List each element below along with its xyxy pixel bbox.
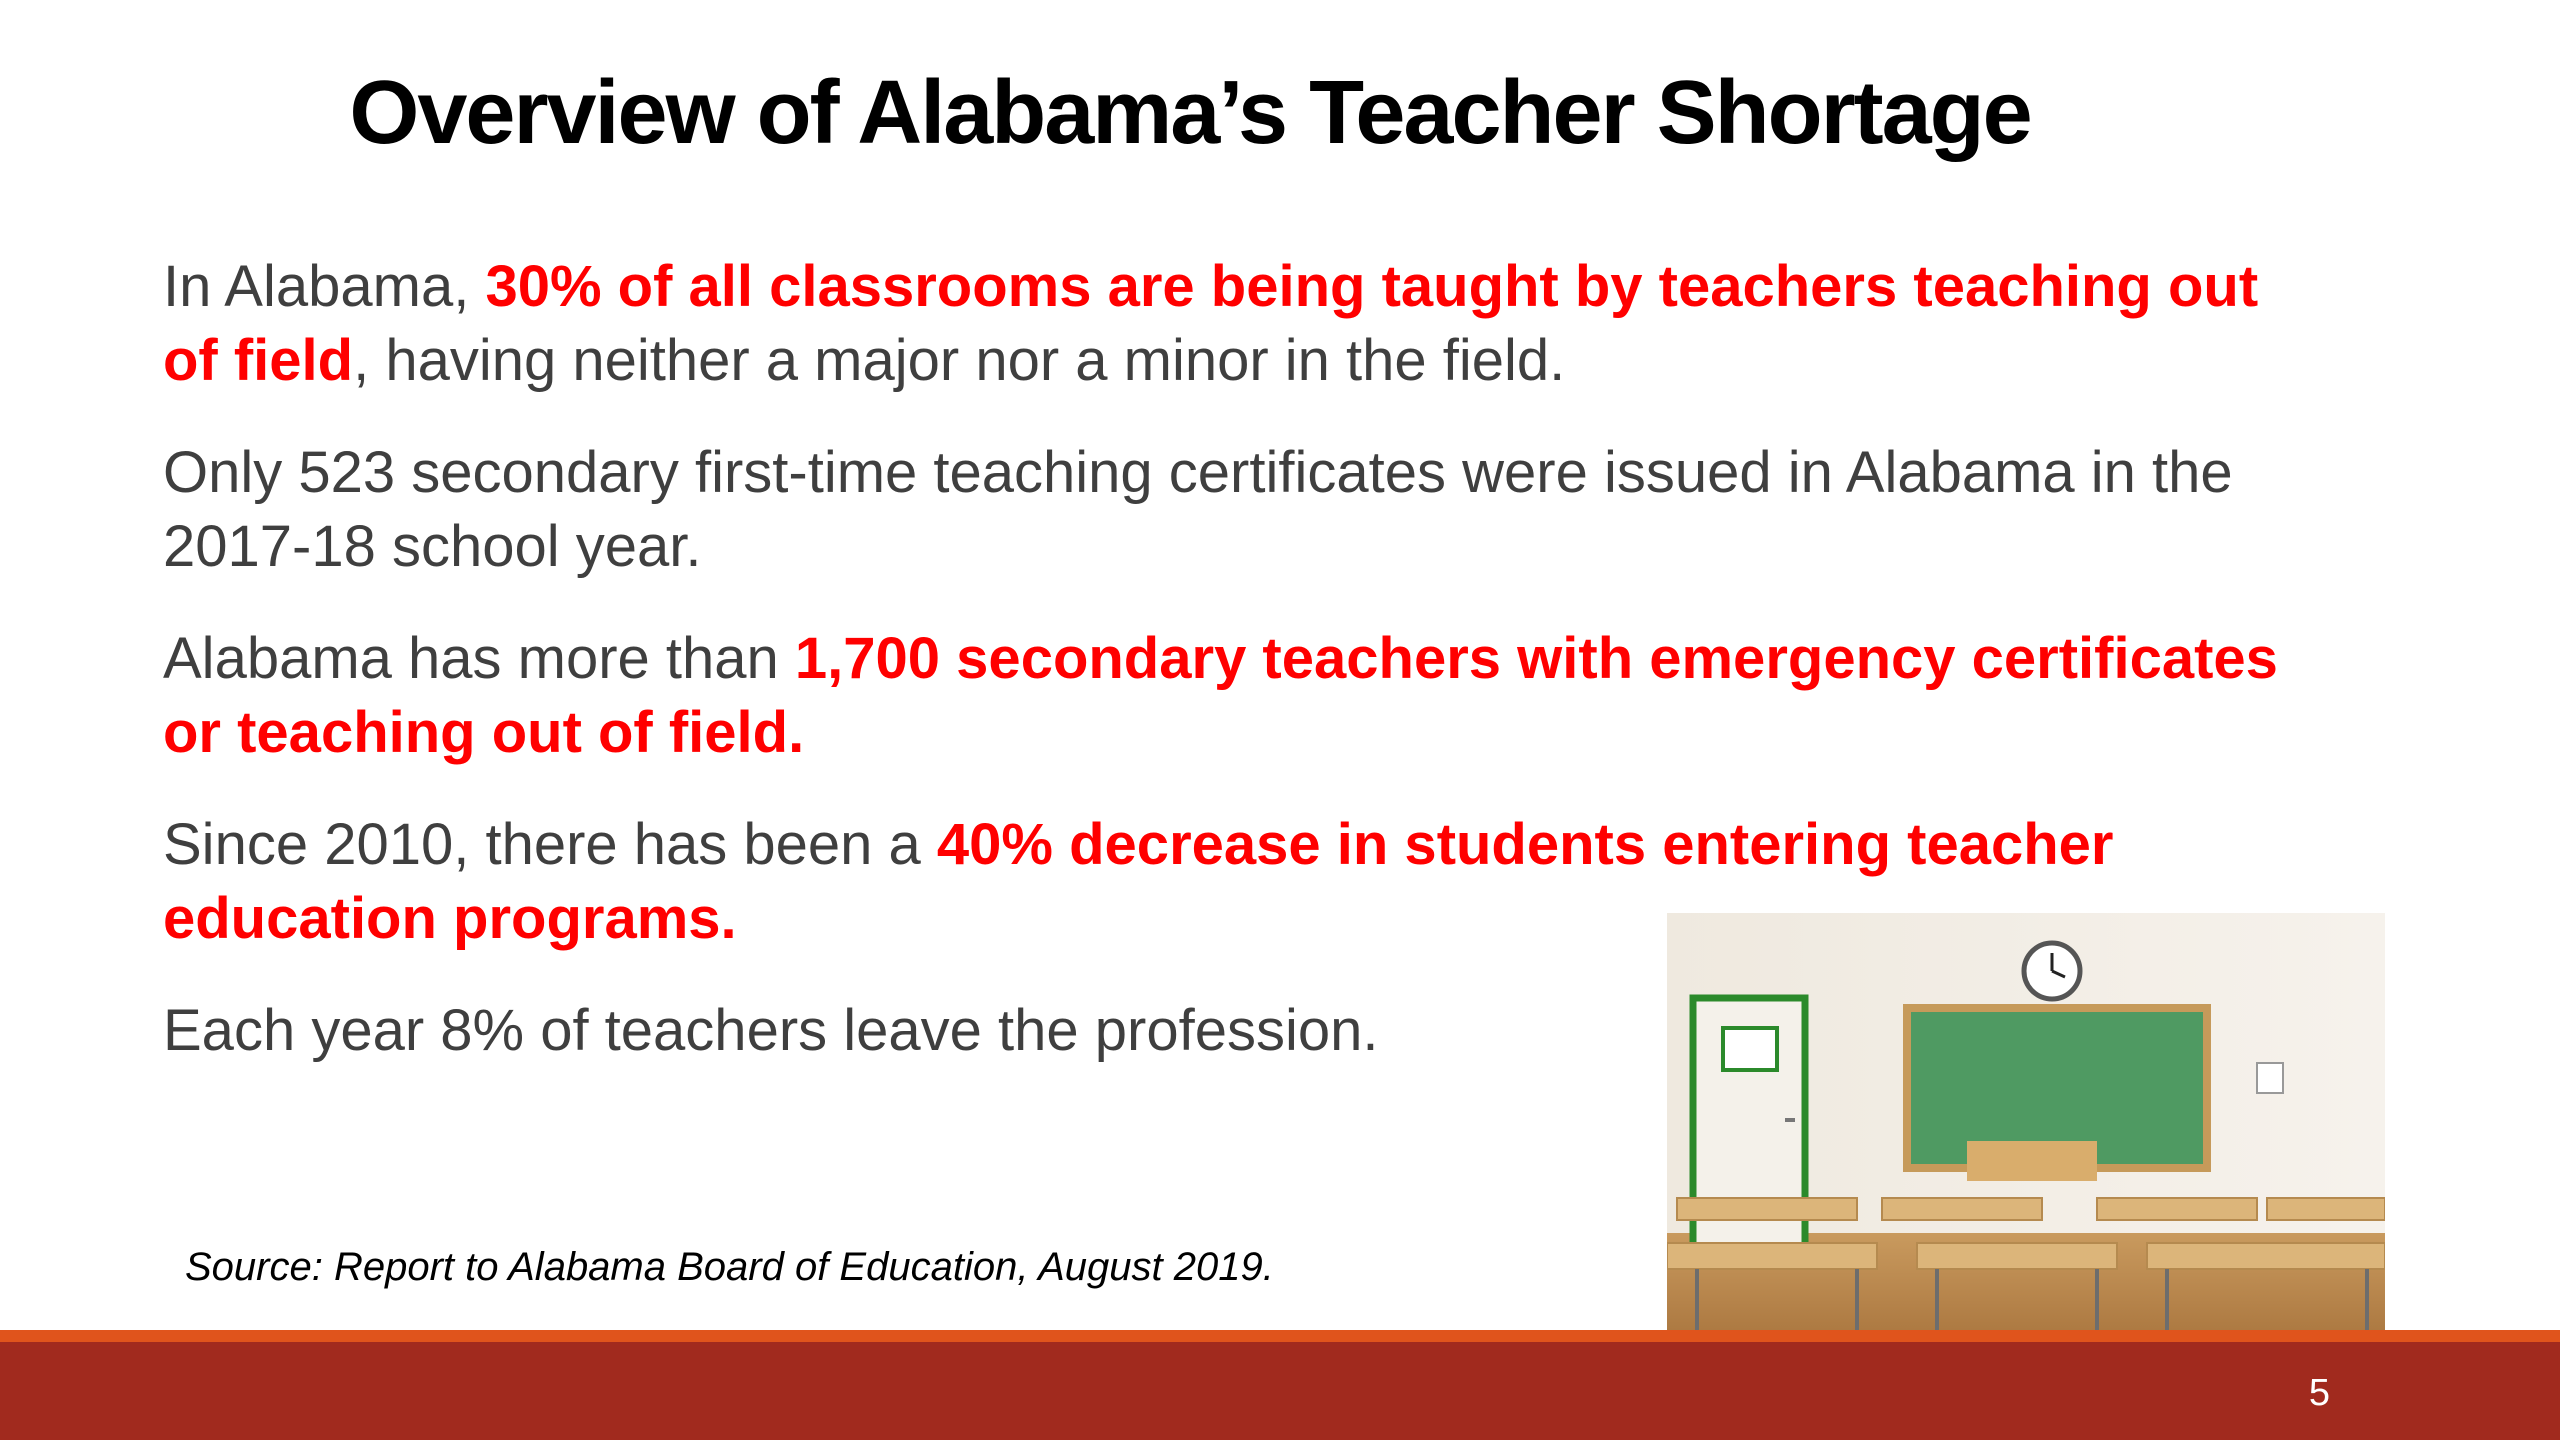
bullet-text: In Alabama, [163, 254, 486, 319]
bullet-out-of-field [163, 250, 2313, 398]
footer-bar [0, 1342, 2560, 1440]
bullet-text: , having neither a major nor a minor in the field. [353, 328, 1566, 393]
bullet-text: Alabama has more than [163, 626, 795, 691]
bullet-highlight: 40% decrease in students entering teacher education programs. [163, 812, 2114, 951]
bullet-certificates-issued [163, 436, 2313, 584]
bullet-text: Only 523 secondary first-time teaching certificates were issued in Alabama in the 2017-18 school year. [163, 440, 2233, 579]
classroom-photo [1667, 913, 2385, 1348]
bullet-text: Since 2010, there has been a [163, 812, 937, 877]
bullet-highlight: 1,700 secondary teachers with emergency certificates or teaching out of field. [163, 626, 2278, 765]
bullet-text: Each year 8% of teachers leave the profession. [163, 998, 1379, 1063]
slide-title: Overview of Alabama’s Teacher Shortage [349, 63, 2031, 163]
footer-accent-stripe [0, 1330, 2560, 1342]
source-citation: Source: Report to Alabama Board of Education, August 2019. [185, 1245, 1274, 1289]
bullet-emergency-certificates [163, 622, 2313, 770]
page-number: 5 [2308, 1372, 2330, 1414]
bullet-highlight: 30% of all classrooms are being taught by teachers teaching out of field [163, 254, 2259, 393]
